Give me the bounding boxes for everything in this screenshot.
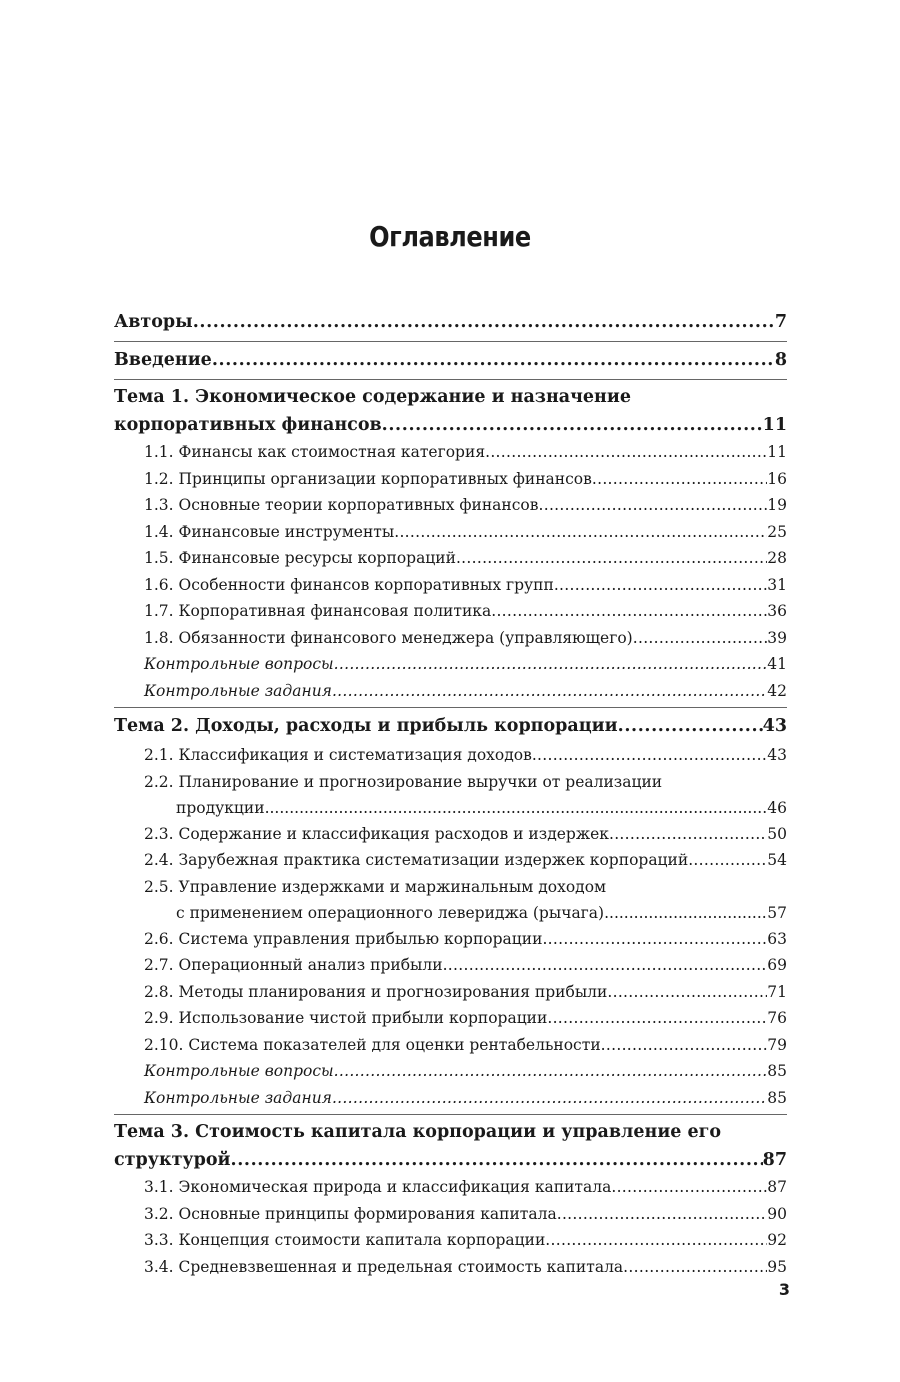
toc-page-number: 95: [767, 1257, 787, 1276]
toc-entry-text: 1.8. Обязанности финансового менеджера (управляющего): [144, 628, 633, 647]
divider: [114, 1114, 787, 1115]
dot-leader: [485, 439, 767, 466]
toc-subentry[interactable]: [114, 952, 787, 979]
dot-leader: [609, 821, 767, 848]
toc-entry-text: 1.3. Основные теории корпоративных финансов: [144, 496, 539, 514]
dot-leader: [607, 979, 767, 1006]
toc-page-number: 11: [767, 443, 787, 461]
toc-entry-text: Контрольные вопросы: [144, 1062, 334, 1080]
dot-leader: [332, 678, 767, 705]
toc-subentry[interactable]: [114, 1201, 787, 1228]
dot-leader: [611, 1174, 767, 1201]
toc-subentry[interactable]: [114, 742, 787, 769]
dot-leader: [193, 307, 775, 338]
toc-entry-text: 2.7. Операционный анализ прибыли: [144, 956, 443, 974]
toc-entry-authors[interactable]: [114, 307, 787, 338]
toc-entry-text: 1.2. Принципы организации корпоративных финансов: [144, 469, 592, 488]
toc-entry-text: Авторы: [114, 312, 193, 332]
toc-entry-text: 3.3. Концепция стоимости капитала корпорации: [144, 1231, 546, 1249]
toc-entry-text-line2: с применением операционного левериджа (рычага): [176, 903, 605, 922]
dot-leader: [545, 1227, 767, 1254]
dot-leader: [618, 711, 763, 742]
toc-page-number: 71: [767, 982, 787, 1001]
toc-page-number: 31: [767, 575, 787, 594]
toc-entry-text: 2.6. Система управления прибылью корпорации: [144, 929, 543, 948]
toc-subentry[interactable]: [114, 847, 787, 874]
toc-entry-topic-2[interactable]: [114, 711, 787, 742]
toc-page-number: 85: [767, 1088, 787, 1107]
toc-subentry[interactable]: [114, 439, 787, 466]
toc-entry-text: 1.5. Финансовые ресурсы корпораций: [144, 549, 456, 567]
toc-subentry[interactable]: [114, 625, 787, 652]
toc-subentry-tasks[interactable]: [114, 678, 787, 705]
dot-leader: [601, 1032, 768, 1059]
toc-entry-topic-3[interactable]: [114, 1118, 787, 1174]
toc-page-number: 87: [762, 1150, 787, 1170]
page-title: Оглавление: [369, 220, 531, 253]
divider: [114, 379, 787, 380]
dot-leader: [688, 847, 767, 874]
toc-page-number: 90: [767, 1204, 787, 1223]
toc-page-number: 42: [767, 681, 787, 700]
page-number: 3: [778, 1280, 790, 1299]
toc-subentry[interactable]: [114, 821, 787, 848]
toc-entry-text: 2.8. Методы планирования и прогнозирования прибыли: [144, 982, 608, 1001]
toc-page-number: 41: [767, 655, 787, 673]
toc-entry-text: Введение: [114, 350, 212, 370]
toc-entry-text: 2.4. Зарубежная практика систематизации издержек корпораций: [144, 851, 689, 869]
dot-leader: [332, 1085, 767, 1112]
toc-subentry[interactable]: [114, 926, 787, 953]
toc-page-number: 46: [767, 798, 787, 817]
toc-page-number: 69: [767, 956, 787, 974]
toc-entry-text: 2.10. Система показателей для оценки рентабельности: [144, 1035, 601, 1054]
dot-leader: [547, 1005, 767, 1032]
toc-page-number: 76: [767, 1009, 787, 1027]
toc-page-number: 39: [767, 628, 787, 647]
toc-subentry[interactable]: [114, 598, 787, 625]
toc-subentry[interactable]: [114, 1005, 787, 1032]
toc-subentry-questions[interactable]: [114, 1058, 787, 1085]
dot-leader: [592, 466, 767, 493]
toc-entry-text: 2.9. Использование чистой прибыли корпорации: [144, 1009, 548, 1027]
toc-page-number: 43: [767, 746, 787, 764]
toc-page-number: 57: [767, 903, 787, 922]
toc-entry-text: 1.6. Особенности финансов корпоративных групп: [144, 575, 554, 594]
dot-leader: [554, 572, 767, 599]
toc-page-number: 50: [767, 824, 787, 843]
dot-leader: [394, 519, 767, 546]
toc-subentry[interactable]: [114, 492, 787, 519]
toc-entry-introduction[interactable]: [114, 345, 787, 376]
divider: [114, 707, 787, 708]
toc-entry-text: 3.2. Основные принципы формирования капитала: [144, 1204, 557, 1223]
toc-page-number: 8: [774, 350, 787, 370]
dot-leader: [542, 926, 767, 953]
toc-entry-text-line1: Тема 1. Экономическое содержание и назначение: [114, 387, 631, 407]
toc-page-number: 54: [767, 851, 787, 869]
toc-page-number: 25: [767, 522, 787, 541]
toc-entry-text: Контрольные задания: [144, 1088, 332, 1107]
toc-page-number: 7: [774, 312, 787, 332]
toc-page-number: 36: [767, 602, 787, 620]
dot-leader: [491, 598, 767, 625]
dot-leader: [334, 1058, 768, 1085]
toc-subentry[interactable]: [114, 572, 787, 599]
toc-entry-text: 1.1. Финансы как стоимостная категория: [144, 443, 486, 461]
toc-entry-text-line2: продукции: [176, 798, 265, 817]
toc-subentry-tasks[interactable]: [114, 1085, 787, 1112]
toc-entry-text-line1: Тема 3. Стоимость капитала корпорации и управление его: [114, 1122, 722, 1142]
table-of-contents: [114, 307, 787, 1280]
toc-entry-text-line1: 2.5. Управление издержками и маржинальным доходом: [144, 877, 607, 896]
toc-subentry[interactable]: [114, 519, 787, 546]
toc-entry-text: Тема 2. Доходы, расходы и прибыль корпорации: [114, 716, 618, 736]
divider: [114, 341, 787, 342]
dot-leader: [538, 492, 767, 519]
toc-page-number: 11: [762, 415, 787, 435]
toc-page-number: 85: [767, 1062, 787, 1080]
dot-leader: [532, 742, 767, 769]
toc-entry-text-line1: 2.2. Планирование и прогнозирование выручки от реализации: [144, 772, 663, 791]
toc-entry-topic-1[interactable]: [114, 383, 787, 439]
toc-entry-text-line2: корпоративных финансов: [114, 415, 382, 435]
toc-entry-text: 3.1. Экономическая природа и классификация капитала: [144, 1178, 612, 1196]
toc-page-number: 16: [767, 469, 787, 488]
toc-page-number: 63: [767, 929, 787, 948]
dot-leader: [231, 1146, 763, 1174]
toc-page-number: 43: [762, 716, 787, 736]
toc-subentry[interactable]: [114, 874, 787, 926]
toc-entry-text: 2.1. Классификация и систематизация доходов: [144, 746, 532, 764]
toc-page-number: 19: [767, 496, 787, 514]
dot-leader: [334, 651, 768, 678]
toc-subentry[interactable]: [114, 769, 787, 821]
toc-subentry[interactable]: [114, 1254, 787, 1281]
toc-subentry[interactable]: [114, 1174, 787, 1201]
toc-subentry-questions[interactable]: [114, 651, 787, 678]
toc-entry-text: 3.4. Средневзвешенная и предельная стоимость капитала: [144, 1257, 624, 1276]
toc-entry-text: 1.7. Корпоративная финансовая политика: [144, 602, 492, 620]
toc-page-number: 28: [767, 549, 787, 567]
toc-subentry[interactable]: [114, 979, 787, 1006]
dot-leader: [456, 545, 767, 572]
dot-leader: [557, 1201, 768, 1228]
toc-entry-text: Контрольные вопросы: [144, 655, 334, 673]
toc-page-number: 87: [767, 1178, 787, 1196]
toc-subentry[interactable]: [114, 545, 787, 572]
toc-entry-text: Контрольные задания: [144, 681, 332, 700]
toc-subentry[interactable]: [114, 466, 787, 493]
toc-page-number: 79: [767, 1035, 787, 1054]
dot-leader: [212, 345, 775, 376]
toc-subentry[interactable]: [114, 1032, 787, 1059]
toc-entry-text: 2.3. Содержание и классификация расходов и издержек: [144, 824, 609, 843]
dot-leader: [265, 795, 768, 821]
toc-entry-text: 1.4. Финансовые инструменты: [144, 522, 395, 541]
toc-subentry[interactable]: [114, 1227, 787, 1254]
dot-leader: [623, 1254, 767, 1281]
dot-leader: [443, 952, 768, 979]
toc-entry-text-line2: структурой: [114, 1150, 231, 1170]
toc-page-number: 92: [767, 1231, 787, 1249]
dot-leader: [382, 411, 763, 439]
dot-leader: [633, 625, 768, 652]
dot-leader: [604, 900, 767, 926]
